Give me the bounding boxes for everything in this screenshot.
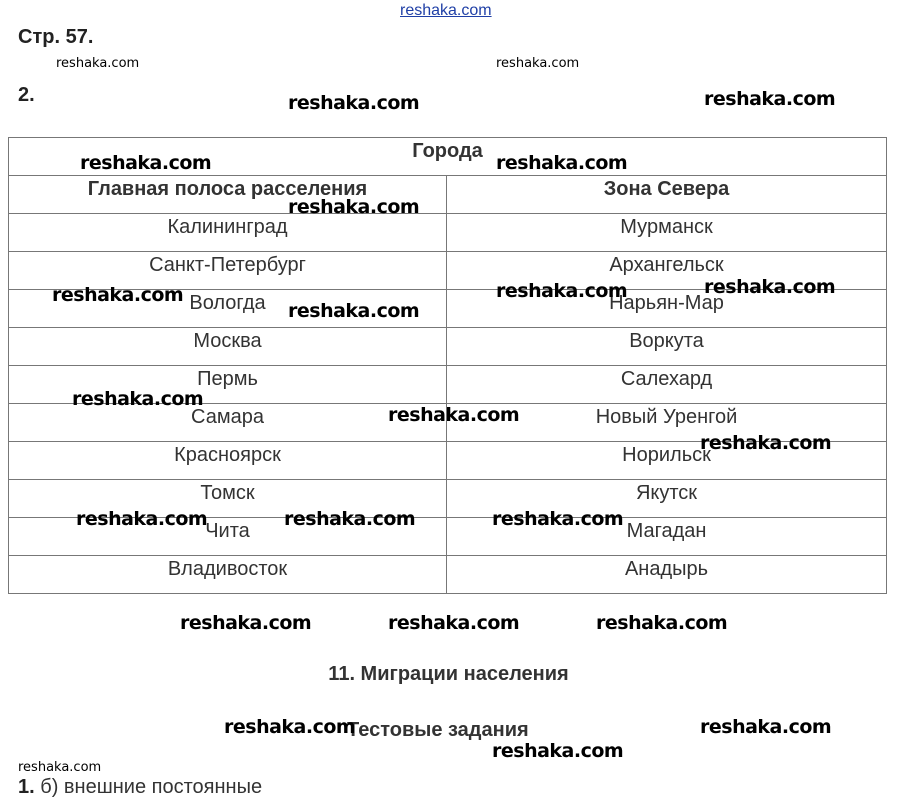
table-row	[9, 214, 887, 252]
watermark: reshaka.com	[700, 716, 832, 738]
column-header: Главная полоса расселения	[9, 176, 447, 214]
watermark: reshaka.com	[76, 508, 208, 530]
table-cell: Мурманск	[447, 214, 887, 252]
table-cell: Анадырь	[447, 556, 887, 594]
table-cell: Вологда	[9, 290, 447, 328]
watermark: reshaka.com	[492, 508, 624, 530]
watermark: reshaka.com	[388, 612, 520, 634]
watermark: reshaka.com	[496, 280, 628, 302]
watermark: reshaka.com	[496, 152, 628, 174]
watermark: reshaka.com	[52, 284, 184, 306]
table-cell: Калининград	[9, 214, 447, 252]
task-number: 2.	[18, 84, 35, 106]
watermark: reshaka.com	[80, 152, 212, 174]
table-row	[9, 556, 887, 594]
watermark: reshaka.com	[288, 196, 420, 218]
answer-text: б) внешние постоянные	[40, 776, 263, 798]
table-header-row	[9, 176, 887, 214]
column-header: Зона Севера	[447, 176, 887, 214]
watermark: reshaka.com	[224, 716, 356, 738]
watermark: reshaka.com	[596, 612, 728, 634]
watermark: reshaka.com	[496, 56, 580, 71]
table-cell: Архангельск	[447, 252, 887, 290]
table-title: Города	[9, 138, 887, 176]
watermark: reshaka.com	[18, 760, 102, 775]
watermark: reshaka.com	[288, 300, 420, 322]
watermark: reshaka.com	[388, 404, 520, 426]
table-cell: Самара	[9, 404, 447, 442]
watermark: reshaka.com	[72, 388, 204, 410]
table-cell: Чита	[9, 518, 447, 556]
answer-number: 1.	[18, 776, 35, 798]
table-cell: Москва	[9, 328, 447, 366]
table-cell: Томск	[9, 480, 447, 518]
watermark: reshaka.com	[284, 508, 416, 530]
table-cell: Магадан	[447, 518, 887, 556]
watermark: reshaka.com	[704, 88, 836, 110]
answer-line	[18, 776, 262, 799]
section-title: 11. Миграции населения	[328, 663, 569, 685]
watermark: reshaka.com	[56, 56, 140, 71]
table-row	[9, 328, 887, 366]
table-cell: Якутск	[447, 480, 887, 518]
table-cell: Салехард	[447, 366, 887, 404]
watermark: reshaka.com	[288, 92, 420, 114]
table-cell: Нарьян-Мар	[447, 290, 887, 328]
watermark: reshaka.com	[492, 740, 624, 762]
table-cell: Новый Уренгой	[447, 404, 887, 442]
table-cell: Красноярск	[9, 442, 447, 480]
page-label: Стр. 57.	[18, 26, 94, 48]
watermark: reshaka.com	[700, 432, 832, 454]
watermark: reshaka.com	[180, 612, 312, 634]
table-cell: Владивосток	[9, 556, 447, 594]
watermark: reshaka.com	[704, 276, 836, 298]
subsection-title: Тестовые задания	[347, 719, 529, 741]
table-cell: Санкт-Петербург	[9, 252, 447, 290]
table-cell: Норильск	[447, 442, 887, 480]
table-cell: Воркута	[447, 328, 887, 366]
table-cell: Пермь	[9, 366, 447, 404]
watermark-link[interactable]: reshaka.com	[400, 2, 492, 19]
